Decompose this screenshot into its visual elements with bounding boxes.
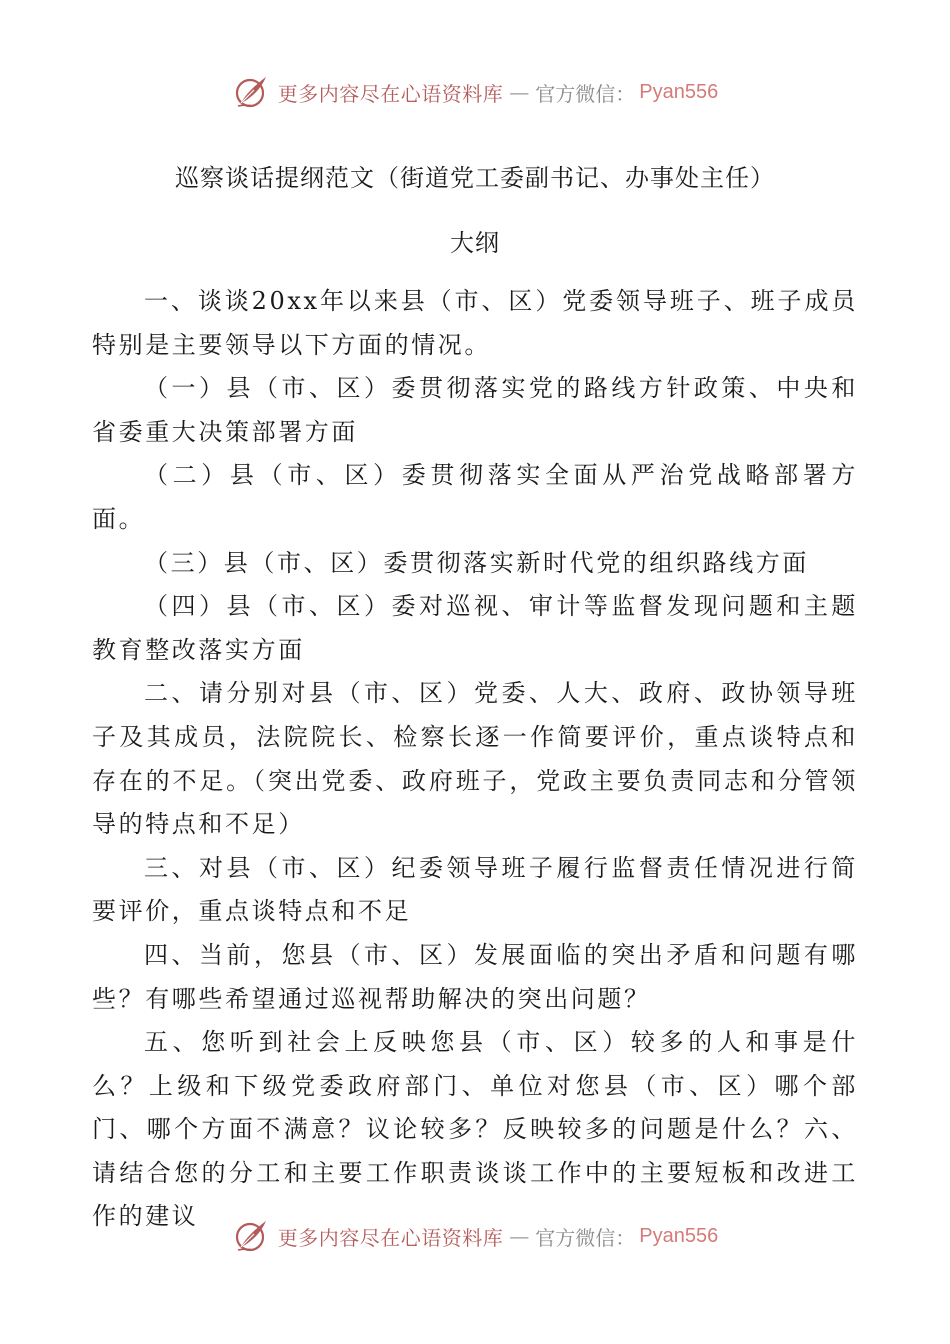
wechat-id: Pyan556 (639, 80, 719, 103)
separator-dash: — (509, 80, 530, 104)
wechat-id: Pyan556 (639, 1224, 719, 1247)
footer-banner (0, 1214, 950, 1258)
paragraph-1-2: （二）县（市、区）委贯彻落实全面从严治党战略部署方面。 (92, 461, 858, 533)
quill-pen-logo-icon (232, 72, 272, 112)
brand-text: 更多内容尽在心语资料库 (277, 81, 504, 106)
brand-text: 更多内容尽在心语资料库 (277, 1225, 504, 1250)
paragraph-4: 四、当前，您县（市、区）发展面临的突出矛盾和问题有哪些？有哪些希望通过巡视帮助解决的突出问题？ (92, 940, 858, 1013)
paragraph-3: 三、对县（市、区）纪委领导班子履行监督责任情况进行简要评价，重点谈特点和不足 (92, 853, 858, 926)
official-wechat-label: 官方微信： (535, 81, 636, 106)
document-title: 巡察谈话提纲范文（街道党工委副书记、办事处主任） (175, 164, 775, 192)
paragraph-1: 一、谈谈20xx年以来县（市、区）党委领导班子、班子成员特别是主要领导以下方面的情况。 (92, 287, 858, 359)
header-banner (0, 70, 950, 114)
official-wechat-label: 官方微信： (535, 1225, 636, 1250)
paragraph-5: 五、您听到社会上反映您县（市、区）较多的人和事是什么？上级和下级党委政府部门、单位对您县（市、区）哪个部门、哪个方面不满意？议论较多？反映较多的问题是什么？六、请结合您的分工和主要工作职责谈谈工作中的主要短板和改进工作的建议 (92, 1028, 858, 1231)
document-body (92, 280, 858, 1239)
paragraph-2: 二、请分别对县（市、区）党委、人大、政府、政协领导班子及其成员，法院院长、检察长逐一作简要评价，重点谈特点和存在的不足。（突出党委、政府班子，党政主要负责同志和分管领导的特点和不足） (92, 679, 858, 839)
paragraph-1-3: （三）县（市、区）委贯彻落实新时代党的组织路线方面 (144, 548, 809, 577)
paragraph-1-4: （四）县（市、区）委对巡视、审计等监督发现问题和主题教育整改落实方面 (92, 592, 858, 664)
separator-dash: — (509, 1224, 530, 1248)
quill-pen-logo-icon (232, 1216, 272, 1256)
paragraph-1-1: （一）县（市、区）委贯彻落实党的路线方针政策、中央和省委重大决策部署方面 (92, 374, 858, 446)
document-subtitle: 大纲 (450, 229, 500, 257)
